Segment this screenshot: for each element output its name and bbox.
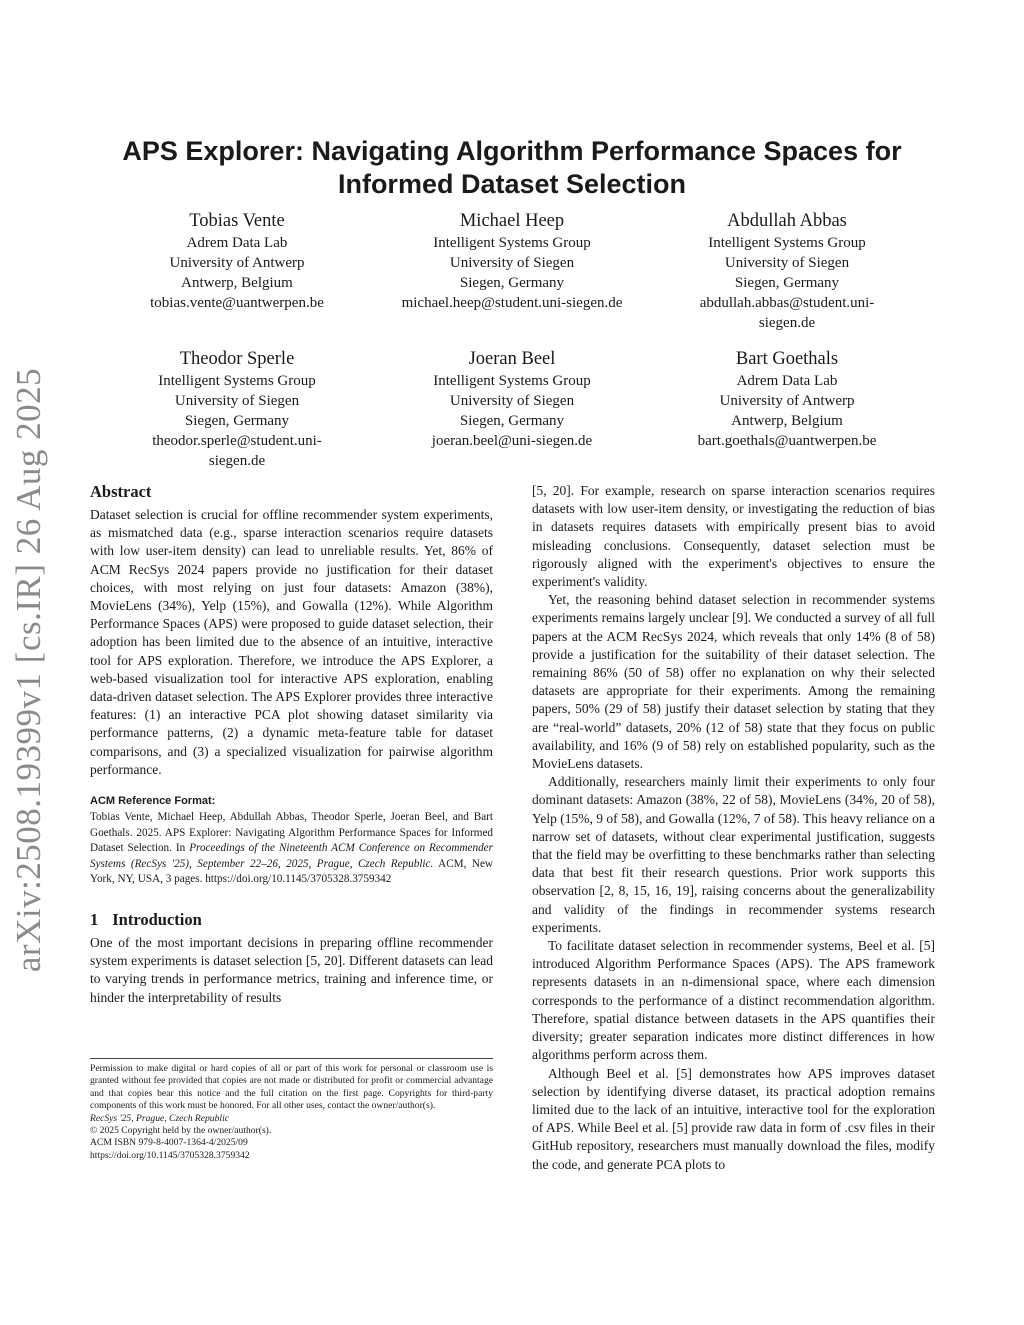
permission-notice: Permission to make digital or hard copies of all or part of this work for personal or classroom use is granted without fee provided that copies are not made or distributed for profit or commercial advantage and that copies bear this notice and the full citation on the first page. Copyrights for third-party components of this work must be honored. For all other uses, contact the owner/author(s). [90,1063,493,1112]
author-block [650,347,924,471]
author-institution: University of Siegen [449,255,575,271]
author-email[interactable]: abdullah.abbas@student.uni- [699,295,875,311]
author-institution: University of Antwerp [169,255,305,271]
author-location: Siegen, Germany [459,275,565,291]
author-name: Bart Goethals [735,349,839,369]
abstract-section [90,482,493,779]
author-row-1 [100,209,924,333]
arxiv-identifier-text: arXiv:2508.19399v1 [cs.IR] 26 Aug 2025 [9,367,49,973]
author-affiliation: Intelligent Systems Group [708,235,866,251]
author-location: Siegen, Germany [734,275,840,291]
author-block [375,209,649,333]
author-name: Tobias Vente [189,211,285,231]
introduction-text: One of the most important decisions in preparing offline recommender system experiments is dataset selection [5, 20]. Different datasets can lead to varying trends in performance metrics, training and inference time, or hinder the interpretability of results [90,935,493,1005]
author-row-2 [100,347,924,471]
author-affiliation: Intelligent Systems Group [158,373,316,389]
author-institution: University of Siegen [449,393,575,409]
acm-reference-text [90,810,493,888]
author-email-continued[interactable]: siegen.de [208,453,266,469]
author-location: Antwerp, Belgium [731,413,843,429]
author-affiliation: Intelligent Systems Group [433,373,591,389]
copyright-footnote [90,1058,493,1162]
abstract-text: Dataset selection is crucial for offline recommender system experiments, as mismatched data (e.g., sparse interaction scenarios require datasets with low user-item density) can lead to unreliable results. Yet, 86% of ACM RecSys 2024 papers provide no justification for their dataset choices, with most relying on just four datasets: Amazon (38%), MovieLens (34%), Yelp (15%), and Gowalla (12%). While Algorithm Performance Spaces (APS) were proposed to guide dataset selection, their adoption has been limited due to the absence of an intuitive, interactive tool for APS exploration. Therefore, we introduce the APS Explorer, a web-based visualization tool for interactive APS exploration, enabling data-driven dataset selection. The APS Explorer provides three interactive features: (1) an interactive PCA plot showing dataset similarity via performance patterns, (2) a dynamic meta-feature table for dataset comparisons, and (3) a specialized visualization for pairwise algorithm performance. [90,507,493,777]
venue-line: RecSys '25, Prague, Czech Republic [90,1112,229,1124]
introduction-heading [90,910,493,930]
author-email[interactable]: joeran.beel@uni-siegen.de [431,433,593,449]
author-name: Michael Heep [459,211,565,231]
author-name: Abdullah Abbas [727,211,847,231]
body-paragraph: Additionally, researchers mainly limit their experiments to only four dominant datasets: Amazon (38%, 22 of 58), MovieLens (34%, 20 of 58), Yelp (15%, 9 of 58), and Gowalla (12%, 7 of 58). This heavy reliance on a narrow set of datasets, without clear experimental justification, suggests that the field may be overfitting to these benchmarks rather than selecting data that best fit their research questions. Prior work supports this observation [2, 8, 15, 16, 19], raising concerns about the generalizability and validity of the findings in recommender systems research experiments. [532,774,935,935]
author-block [375,347,649,471]
section-title: Introduction [112,910,202,930]
author-affiliation: Adrem Data Lab [186,235,288,251]
acm-reference-format [90,795,493,888]
author-location: Antwerp, Belgium [181,275,293,291]
author-block [100,209,374,333]
author-affiliation: Intelligent Systems Group [433,235,591,251]
acm-reference-proceedings: Proceedings of the Nineteenth ACM Conference on Recommender Systems (RecSys '25), September 22–26, 2025, Prague, Czech Republic. [90,842,493,870]
author-email-continued[interactable]: siegen.de [758,315,816,331]
body-paragraph: Although Beel et al. [5] demonstrates how APS improves dataset selection by identifying diverse dataset, its practical adoption remains limited due to the lack of an intuitive, interactive tool for the exploration of APS. While Beel et al. [5] provide raw data in form of .csv files in their GitHub repository, researchers must manually download the files, modify the code, and generate PCA plots to [532,1065,935,1172]
section-number: 1 [90,910,99,930]
author-affiliation: Adrem Data Lab [736,373,838,389]
author-institution: University of Siegen [174,393,300,409]
author-email[interactable]: theodor.sperle@student.uni- [152,433,322,449]
copyright-line: © 2025 Copyright held by the owner/author(s). [90,1125,272,1137]
author-institution: University of Siegen [724,255,850,271]
author-institution: University of Antwerp [719,393,855,409]
author-email[interactable]: michael.heep@student.uni-siegen.de [401,295,623,311]
author-email[interactable]: tobias.vente@uantwerpen.be [150,295,324,311]
acm-reference-tail[interactable]: ACM, New York, NY, USA, 3 pages. https://doi.org/10.1145/3705328.3759342 [90,857,494,886]
author-block [100,347,374,471]
doi-link[interactable]: https://doi.org/10.1145/3705328.3759342 [90,1149,250,1161]
author-name: Theodor Sperle [179,349,295,369]
body-paragraph: [5, 20]. For example, research on sparse interaction scenarios requires datasets with low user-item density, or investigating the reduction of bias in datasets requires datasets with empirically present bias to avoid misleading conclusions. Consequently, dataset selection must be rigorously aligned with the experiment's objectives to ensure the experiment's validity. [532,483,935,590]
body-paragraph: To facilitate dataset selection in recommender systems, Beel et al. [5] introduced Algorithm Performance Spaces (APS). The APS framework represents datasets in an n-dimensional space, where each dimension corresponds to the performance of a distinct recommendation algorithm. Therefore, spatial distance between datasets in the APS quantifies their diversity; greater separation indicates more distinct differences in how algorithms perform across them. [532,938,935,1063]
author-block [650,209,924,333]
isbn-line: ACM ISBN 979-8-4007-1364-4/2025/09 [90,1137,248,1149]
right-column [532,482,935,1174]
acm-reference-plain: Tobias Vente, Michael Heep, Abdullah Abbas, Theodor Sperle, Joeran Beel, and Bart Goethals. 2025. APS Explorer: Navigating Algorithm Performance Spaces for Informed Dataset Selection. In [90,811,493,855]
author-location: Siegen, Germany [459,413,565,429]
arxiv-identifier-stamp [2,367,56,973]
author-name: Joeran Beel [468,349,556,369]
body-paragraph: Yet, the reasoning behind dataset selection in recommender systems experiments remains largely unclear [9]. We conducted a survey of all full papers at the ACM RecSys 2024, which reveals that only 14% (8 of 58) provide a justification for the suitability of their dataset selection. The remaining 86% (50 of 58) offer no explanation on why their selected datasets are appropriate for their experiments. Among the remaining papers, 50% (29 of 58) justify their dataset selection by stating that they are “real-world” datasets, 20% (12 of 58) state that they focus on public availability, and 16% (9 of 58) rely on established popularity, such as the MovieLens datasets. [532,592,935,772]
introduction-section [90,910,493,1007]
author-location: Siegen, Germany [184,413,290,429]
author-email[interactable]: bart.goethals@uantwerpen.be [697,433,877,449]
paper-title: APS Explorer: Navigating Algorithm Performance Spaces for Informed Dataset Selection [122,136,902,199]
abstract-heading: Abstract [90,482,152,501]
acm-reference-heading: ACM Reference Format: [90,795,216,808]
